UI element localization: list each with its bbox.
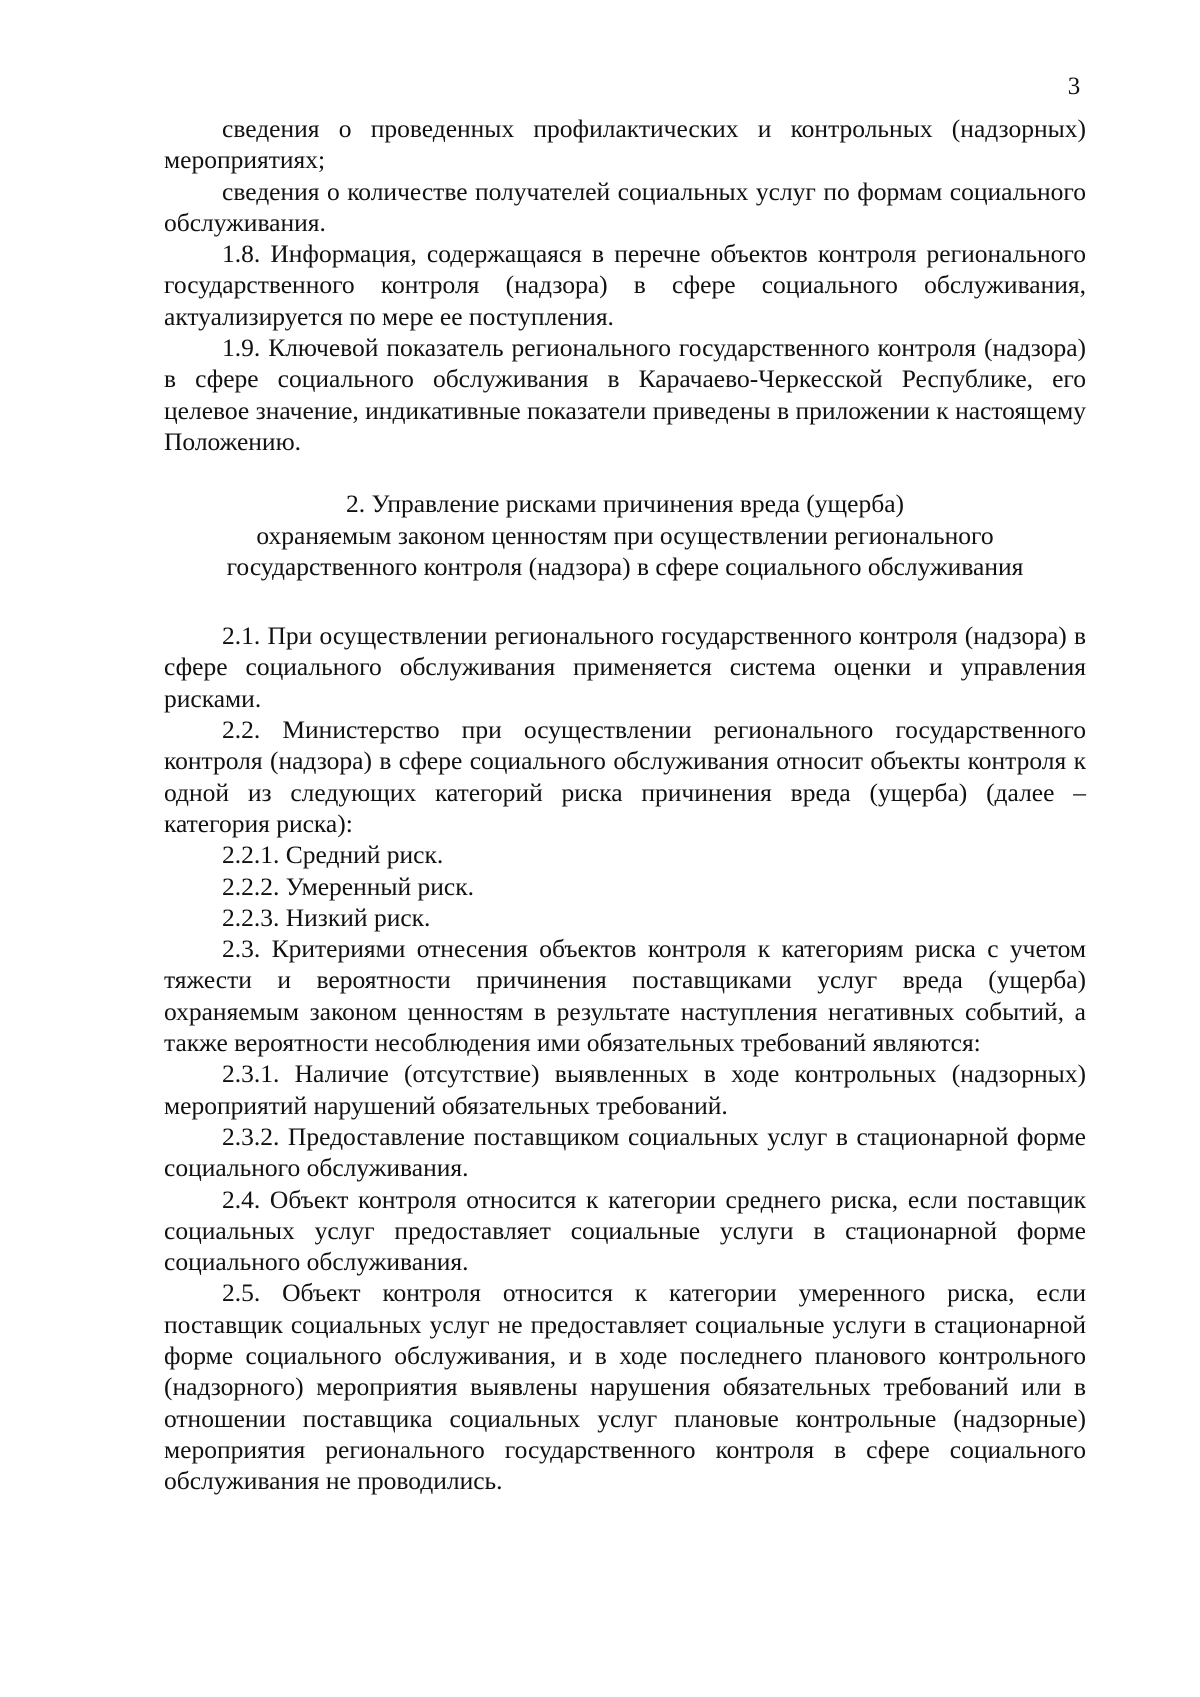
- paragraph-2-2-3: 2.2.3. Низкий риск.: [222, 902, 431, 932]
- paragraph-2-3-2: 2.3.2. Предоставление поставщиком социальных услуг в стационарной форме социального обслуживания.: [164, 1121, 1086, 1183]
- paragraph-2-2-2: 2.2.2. Умеренный риск.: [222, 871, 475, 901]
- paragraph-2-3: 2.3. Критериями отнесения объектов контроля к категориям риска с учетом тяжести и вероятности причинения поставщиками услуг вреда (ущерба) охраняемым законом ценностям в результате наступления негативных событий, а также вероятности несоблюдения ими обязательных требований являются:: [164, 934, 1086, 1058]
- section-heading-line: охраняемым законом ценностям при осуществлении регионального: [256, 520, 994, 550]
- paragraph-2-4: 2.4. Объект контроля относится к категории среднего риска, если поставщик социальных услуг предоставляет социальные услуги в стационарной форме социального обслуживания.: [164, 1184, 1086, 1277]
- paragraph-1-9: 1.9. Ключевой показатель регионального государственного контроля (надзора) в сфере социального обслуживания в Карачаево-Черкесской Республике, его целевое значение, индикативные показатели приведены в приложении к настоящему Положению.: [164, 333, 1086, 456]
- paragraph-2-1: 2.1. При осуществлении регионального государственного контроля (надзора) в сфере социального обслуживания применяется система оценки и управления рисками.: [164, 621, 1086, 713]
- paragraph-2-2-1: 2.2.1. Средний риск.: [222, 840, 444, 870]
- page-number: 3: [1067, 73, 1081, 100]
- section-heading-line: государственного контроля (надзора) в сфере социального обслуживания: [226, 551, 1024, 581]
- document-body: [164, 113, 1086, 1496]
- paragraph-1-8: 1.8. Информация, содержащаяся в перечне объектов контроля регионального государственного контроля (надзора) в сфере социального обслуживания, актуализируется по мере ее поступления.: [164, 239, 1086, 331]
- paragraph-2-2: 2.2. Министерство при осуществлении регионального государственного контроля (надзора) в сфере социального обслуживания относит объекты контроля к одной из следующих категорий риска причинения вреда (ущерба) (далее – категория риска):: [164, 715, 1086, 838]
- paragraph-2-3-1: 2.3.1. Наличие (отсутствие) выявленных в ходе контрольных (надзорных) мероприятий нарушений обязательных требований.: [164, 1059, 1086, 1120]
- paragraph-2-5: 2.5. Объект контроля относится к категории умеренного риска, если поставщик социальных услуг не предоставляет социальные услуги в стационарной форме социального обслуживания, и в ходе последнего планового контрольного (надзорного) мероприятия выявлены нарушения обязательных требований или в отношении поставщика социальных услуг плановые контрольные (надзорные) мероприятия регионального государственного контроля в сфере социального обслуживания не проводились.: [164, 1278, 1086, 1496]
- section-2-heading: [164, 488, 1086, 582]
- paragraph-recipients-info: сведения о количестве получателей социальных услуг по формам социального обслуживания.: [164, 176, 1086, 237]
- section-heading-line: 2. Управление рисками причинения вреда (ущерба): [346, 489, 904, 519]
- paragraph-inspections-info: сведения о проведенных профилактических и контрольных (надзорных) мероприятиях;: [164, 114, 1086, 175]
